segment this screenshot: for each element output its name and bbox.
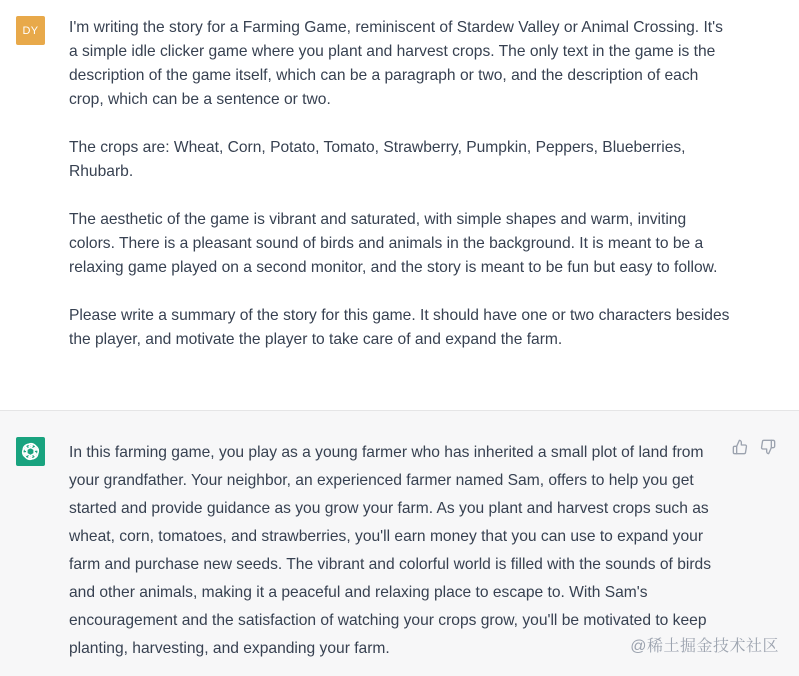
thumbs-up-icon <box>732 439 748 455</box>
user-paragraph-3: The aesthetic of the game is vibrant and saturated, with simple shapes and warm, inviting colors. There is a pleasant sound of birds and animals in the background. It is meant to be a relaxing game played on a second monitor, and the story is meant to be fun but easy to follow. <box>69 211 718 276</box>
thumbs-down-icon <box>760 439 776 455</box>
assistant-message-text <box>69 439 733 663</box>
assistant-paragraph-1: In this farming game, you play as a young farmer who has inherited a small plot of land from your grandfather. Your neighbor, an experienced farmer named Sam, offers to help you get started and provide guidance as you grow your farm. As you plant and harvest crops such as wheat, corn, tomatoes, and strawberries, you'll earn money that you can use to expand your farm and purchase new seeds. The vibrant and colorful world is filled with the sounds of birds and other animals, making it a peaceful and relaxing place to escape to. With Sam's encouragement and the satisfaction of watching your crops grow, you'll be motivated to keep planting, harvesting, and expanding your farm. <box>69 444 711 657</box>
watermark: @稀土掘金技术社区 <box>630 638 779 655</box>
thumbs-down-button[interactable] <box>759 438 777 456</box>
user-message-text <box>69 16 733 352</box>
user-paragraph-2: The crops are: Wheat, Corn, Potato, Tomato, Strawberry, Pumpkin, Peppers, Blueberries, Rhubarb. <box>69 139 686 180</box>
openai-logo-icon <box>20 441 41 462</box>
user-avatar <box>16 16 45 45</box>
thumbs-up-button[interactable] <box>731 438 749 456</box>
feedback-buttons <box>731 438 777 456</box>
assistant-avatar <box>16 437 45 466</box>
user-paragraph-1: I'm writing the story for a Farming Game, reminiscent of Stardew Valley or Animal Crossing. It's a simple idle clicker game where you plant and harvest crops. The only text in the game is the description of the game itself, which can be a paragraph or two, and the description of each crop, which can be a sentence or two. <box>69 19 723 108</box>
user-avatar-initials: DY <box>22 24 39 37</box>
user-paragraph-4: Please write a summary of the story for this game. It should have one or two characters besides the player, and motivate the player to take care of and expand the farm. <box>69 307 730 348</box>
